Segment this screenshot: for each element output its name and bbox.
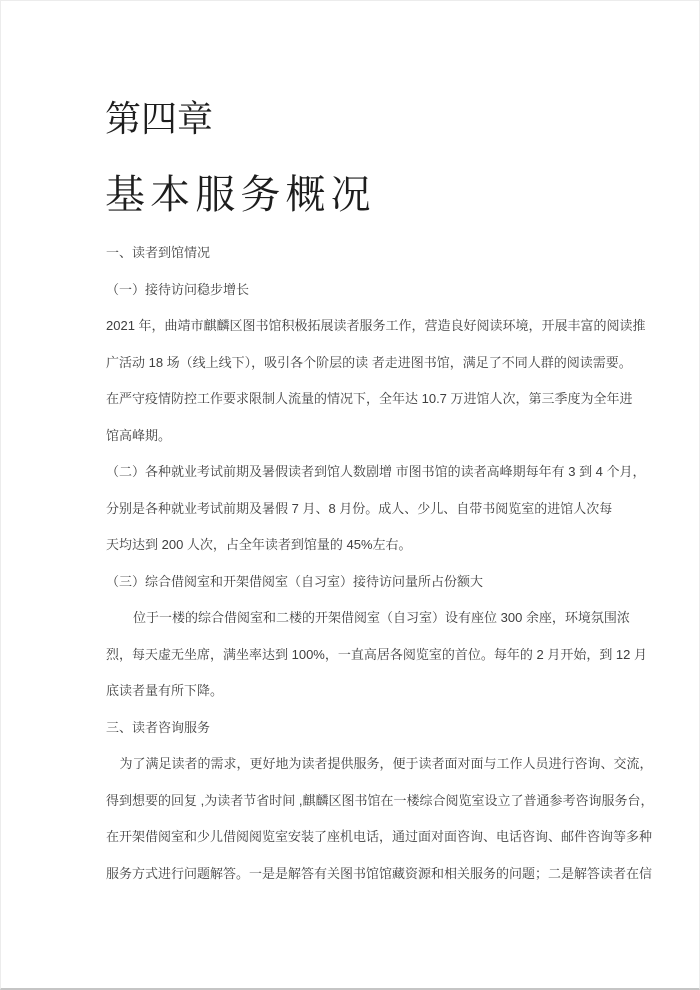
text-line: 天均达到 200 人次，占全年读者到馆量的 45%左右。 xyxy=(106,537,412,552)
text-line: 位于一楼的综合借阅室和二楼的开架借阅室（自习室）设有座位 300 余座，环境氛围浓 xyxy=(133,610,630,625)
text-line: 三、读者咨询服务 xyxy=(106,719,211,735)
text-line: 分别是各种就业考试前期及暑假 7 月、8 月份。成人、少儿、自带书阅览室的进馆人次每 xyxy=(106,500,613,516)
text-line: 在开架借阅室和少儿借阅阅览室安装了座机电话，通过面对面咨询、电话咨询、邮件咨询等多种 xyxy=(106,829,653,844)
chapter-title: 第四章 xyxy=(105,98,214,139)
text-line: 2021 年，曲靖市麒麟区图书馆积极拓展读者服务工作，营造良好阅读环境，开展丰富的阅读推 xyxy=(106,318,646,333)
body-text xyxy=(106,235,654,892)
text-line: 广活动 18 场（线上线下），吸引各个阶层的读 者走进图书馆，满足了不同人群的阅读需要。 xyxy=(106,354,632,370)
text-line: 得到想要的回复 ,为读者节省时间 ,麒麟区图书馆在一楼综合阅览室设立了普通参考咨询服务台， xyxy=(106,792,654,808)
text-line: 为了满足读者的需求，更好地为读者提供服务，便于读者面对面与工作人员进行咨询、交流， xyxy=(119,756,653,771)
text-line: 馆高峰期。 xyxy=(106,427,172,443)
text-line: （三）综合借阅室和开架借阅室（自习室）接待访问量所占份额大 xyxy=(106,573,484,589)
text-line: （二）各种就业考试前期及暑假读者到馆人数剧增 市图书馆的读者高峰期每年有 3 到 4 个月， xyxy=(106,464,646,479)
chapter-subtitle: 基 本 服 务 概 况 xyxy=(105,173,371,217)
text-line: 底读者量有所下降。 xyxy=(106,683,224,698)
text-line: 烈，每天虚无坐席，满坐率达到 100%，一直高居各阅览室的首位。每年的 2 月开始，到 12 月 xyxy=(106,646,647,662)
text-line: 服务方式进行问题解答。一是是解答有关图书馆馆藏资源和相关服务的问题；二是解答读者在信 xyxy=(106,865,653,881)
text-line: 一、读者到馆情况 xyxy=(106,245,211,260)
text-line: 在严守疫情防控工作要求限制人流量的情况下，全年达 10.7 万进馆人次，第三季度为全年进 xyxy=(106,391,633,406)
text-line: （一）接待访问稳步增长 xyxy=(106,281,250,297)
